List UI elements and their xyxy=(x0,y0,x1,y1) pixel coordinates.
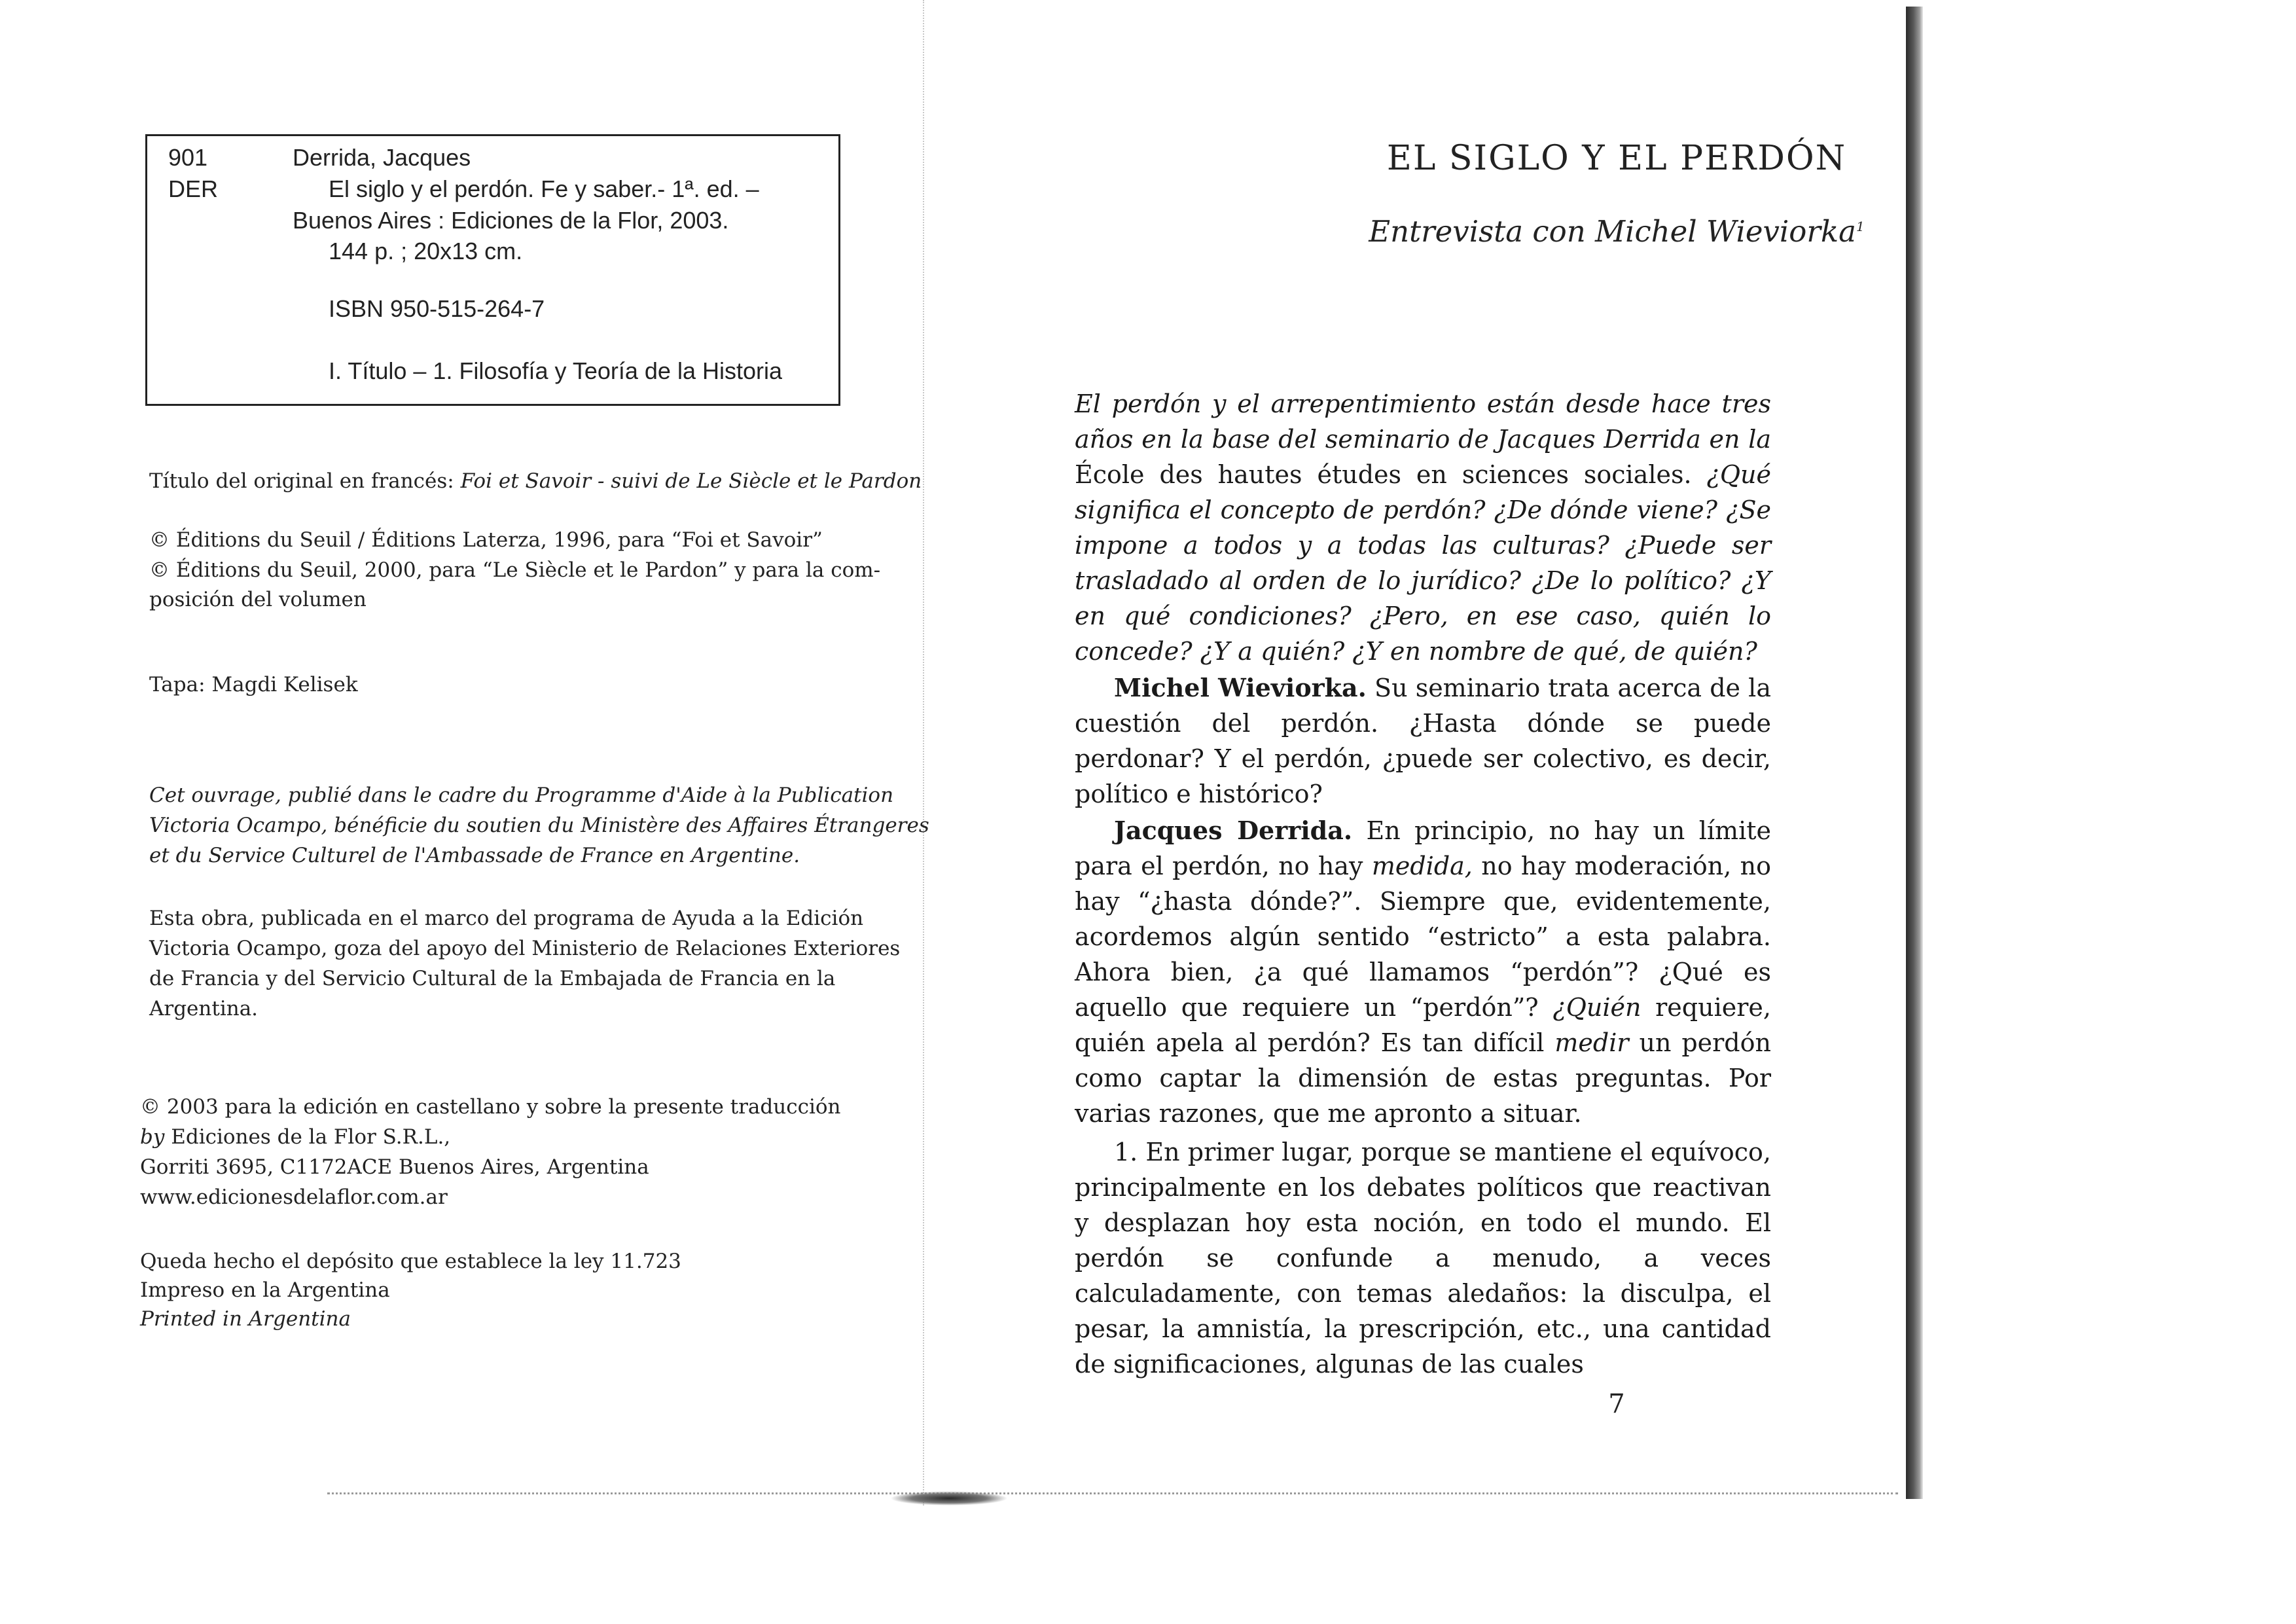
edition-3: Gorriti 3695, C1172ACE Buenos Aires, Argentina xyxy=(140,1155,649,1179)
answer-em-2: ¿Quién xyxy=(1552,993,1641,1022)
copyright-2b: posición del volumen xyxy=(149,588,367,611)
card-subjects: I. Título – 1. Filosofía y Teoría de la Historia xyxy=(329,357,782,384)
edition-website: www.edicionesdelaflor.com.ar xyxy=(140,1185,448,1209)
spanish-note-2: Victoria Ocampo, goza del apoyo del Ministerio de Relaciones Exteriores xyxy=(149,937,901,960)
spanish-note-1: Esta obra, publicada en el marco del programa de Ayuda a la Edición xyxy=(149,907,864,930)
class-number: 901 xyxy=(168,144,208,171)
speaker-wieviorka: Michel Wieviorka. xyxy=(1114,673,1367,702)
subtitle-text: Entrevista con Michel Wieviorka xyxy=(1369,214,1856,249)
answer-paragraph xyxy=(1075,813,1771,1131)
answer-text-1: En principio, no hay un límite para el perdón, no hay xyxy=(1075,816,1771,880)
question-paragraph xyxy=(1075,670,1771,812)
chapter-subtitle xyxy=(929,214,2296,249)
original-title-label: Título del original en francés: xyxy=(149,469,454,493)
french-note-2: Victoria Ocampo, bénéficie du soutien du Ministère des Affaires Étrangeres xyxy=(149,814,929,837)
copyright-1: © Éditions du Seuil / Éditions Laterza, 1996, para “Foi et Savoir” xyxy=(149,528,823,552)
speaker-derrida: Jacques Derrida. xyxy=(1114,816,1353,845)
deposit-1: Queda hecho el depósito que establece la ley 11.723 xyxy=(140,1250,681,1273)
answer-text-4: un perdón como captar la dimensión de estas preguntas. Por varias razones, que me apronto a situar. xyxy=(1075,1028,1771,1128)
card-author: Derrida, Jacques xyxy=(293,144,471,171)
left-page xyxy=(0,0,929,1624)
cover-credit: Tapa: Magdi Kelisek xyxy=(149,673,358,696)
chapter-title: EL SIGLO Y EL PERDÓN xyxy=(1386,139,1847,178)
intro-paragraph xyxy=(1075,386,1771,669)
answer-text-2: no hay moderación, no hay “¿hasta dónde?”. Siempre que, evidentemente, acordemos algún sentido “estricto” a esta palabra. Ahora bien, ¿a qué llamamos “perdón”? ¿Qué es aquello que requiere un “perdón”? xyxy=(1075,852,1771,1022)
intro-text-1: El perdón y el arrepentimiento están desde hace tres años en la base del seminario de Jacques Derrida en la xyxy=(1075,389,1771,454)
intro-text-2: École des hautes études en sciences sociales. xyxy=(1075,460,1692,489)
french-note-3: et du Service Culturel de l'Ambassade de France en Argentine. xyxy=(149,844,800,867)
footnote-mark: 1 xyxy=(1856,219,1865,234)
answer-text-3: requiere, quién apela al perdón? Es tan difícil xyxy=(1075,993,1771,1057)
cutter-number: DER xyxy=(168,175,219,202)
deposit-3: Printed in Argentina xyxy=(140,1307,351,1331)
answer-em-3: medir xyxy=(1554,1028,1629,1057)
spanish-note-4: Argentina. xyxy=(149,997,259,1020)
intro-text-3: ¿Qué significa el concepto de perdón? ¿De dónde viene? ¿Se impone a todos y a todas las culturas? ¿Puede ser trasladado al orden de lo jurídico? ¿De lo político? ¿Y en qué condiciones? ¿Pero, en ese caso, quién lo concede? ¿Y a quién? ¿Y en nombre de qué, de quién? xyxy=(1075,460,1771,666)
catalog-card xyxy=(145,134,840,406)
card-physical: 144 p. ; 20x13 cm. xyxy=(329,238,523,264)
edition-2-line xyxy=(140,1122,450,1152)
french-note-1: Cet ouvrage, publié dans le cadre du Programme d'Aide à la Publication xyxy=(149,784,894,807)
card-title: El siglo y el perdón. Fe y saber.- 1ª. ed. – xyxy=(329,175,759,202)
original-title: Foi et Savoir - suivi de Le Siècle et le Pardon xyxy=(460,469,922,493)
copyright-2a: © Éditions du Seuil, 2000, para “Le Siècle et le Pardon” y para la com- xyxy=(149,558,881,582)
edition-by: by xyxy=(140,1125,165,1149)
edition-1: © 2003 para la edición en castellano y sobre la presente traducción xyxy=(140,1095,841,1119)
deposit-2: Impreso en la Argentina xyxy=(140,1278,390,1302)
edition-publisher: Ediciones de la Flor S.R.L., xyxy=(171,1125,451,1149)
card-imprint: Buenos Aires : Ediciones de la Flor, 2003. xyxy=(293,207,729,234)
page-number: 7 xyxy=(1608,1389,1625,1419)
answer-em-1: medida, xyxy=(1371,852,1473,880)
spanish-note-3: de Francia y del Servicio Cultural de la Embajada de Francia en la xyxy=(149,967,836,990)
original-title-line xyxy=(149,466,922,496)
card-isbn: ISBN 950-515-264-7 xyxy=(329,295,545,322)
question-text: Su seminario trata acerca de la cuestión del perdón. ¿Hasta dónde se puede perdonar? Y el perdón, ¿puede ser colectivo, es decir, político e histórico? xyxy=(1075,674,1771,808)
point-one-paragraph: 1. En primer lugar, porque se mantiene el equívoco, principalmente en los debates políticos que reactivan y desplazan hoy esta noción, en todo el mundo. El perdón se confunde a menudo, a veces calculadamente, con temas aledaños: la disculpa, el pesar, la amnistía, la prescripción, etc., una cantidad de significaciones, algunas de las cuales xyxy=(1075,1138,1771,1379)
